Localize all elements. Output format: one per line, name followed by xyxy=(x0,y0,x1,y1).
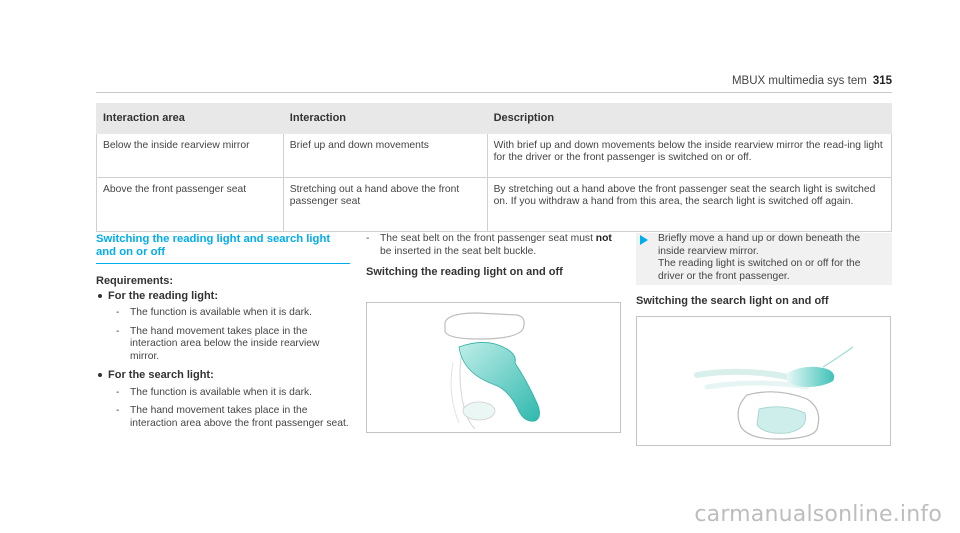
step-result: The reading light is switched on or off for the driver or the front passenger. xyxy=(658,258,861,282)
list-item xyxy=(96,307,350,320)
instruction-step xyxy=(636,233,892,285)
requirements-label: Requirements: xyxy=(96,275,174,287)
search-light-illustration xyxy=(636,316,891,446)
middle-column xyxy=(366,233,620,289)
step-text: Briefly move a hand up or down beneath the inside rearview mirror. xyxy=(658,233,861,257)
reading-light-heading: Switching the reading light on and off xyxy=(366,266,563,278)
seat-belt-text-post: be inserted in the seat belt buckle. xyxy=(380,245,537,257)
seat-belt-text-pre: The seat belt on the front passenger seat must xyxy=(380,233,596,244)
seat-hand-icon xyxy=(637,317,890,445)
table-cell-interaction: Stretching out a hand above the front passenger seat xyxy=(283,177,487,231)
section-title: Switching the reading light and search light and on or off xyxy=(96,233,350,264)
dash-mark: - xyxy=(116,325,120,337)
seat-belt-emphasis: not xyxy=(595,233,612,244)
search-light-heading: Switching the search light on and off xyxy=(636,295,829,307)
header-title: MBUX multimedia sys tem xyxy=(731,75,867,87)
table-row xyxy=(97,133,892,177)
dash-mark: - xyxy=(116,386,120,398)
table-header-interaction: Interaction xyxy=(283,104,487,134)
table-row xyxy=(97,177,892,231)
dash-mark: - xyxy=(116,405,120,416)
mirror-hand-icon xyxy=(367,303,620,432)
reading-light-label: For the reading light: xyxy=(96,290,350,303)
left-column xyxy=(96,233,350,436)
list-item xyxy=(96,326,350,364)
table-cell-description: With brief up and down movements below the inside rearview mirror the read-ing light for the driver or the front passenger is switched on or off. xyxy=(487,133,891,177)
page-header xyxy=(732,75,892,87)
list-item-seat-belt xyxy=(366,233,620,258)
step-arrow-icon xyxy=(640,235,648,245)
table-cell-area: Below the inside rearview mirror xyxy=(97,133,284,177)
table-header-interaction-area: Interaction area xyxy=(97,104,284,134)
list-item xyxy=(96,387,350,400)
list-item-text: The function is available when it is dark. xyxy=(130,386,313,398)
list-item-text: The hand movement takes place in the interaction area below the inside rearview mirror. xyxy=(130,325,320,362)
dash-mark: - xyxy=(366,233,370,244)
reading-light-illustration xyxy=(366,302,621,433)
table-header-description: Description xyxy=(487,104,891,134)
interaction-table xyxy=(96,103,892,232)
right-column xyxy=(636,233,892,318)
table-header-row xyxy=(97,104,892,134)
page-number: 315 xyxy=(872,75,892,87)
watermark: carmanualsonline.info xyxy=(694,502,942,527)
list-item xyxy=(96,405,350,430)
table-cell-area: Above the front passenger seat xyxy=(97,177,284,231)
dash-mark: - xyxy=(116,307,120,318)
list-item-text: The function is available when it is dark. xyxy=(130,307,313,318)
table-cell-interaction: Brief up and down movements xyxy=(283,133,487,177)
list-item-text: The hand movement takes place in the interaction area above the front passenger seat. xyxy=(130,405,349,429)
search-light-label: For the search light: xyxy=(96,369,350,382)
table-cell-description: By stretching out a hand above the front passenger seat the search light is switched on. If you withdraw a hand from this area, the search light is switched off again. xyxy=(487,177,891,231)
header-rule xyxy=(96,92,892,93)
